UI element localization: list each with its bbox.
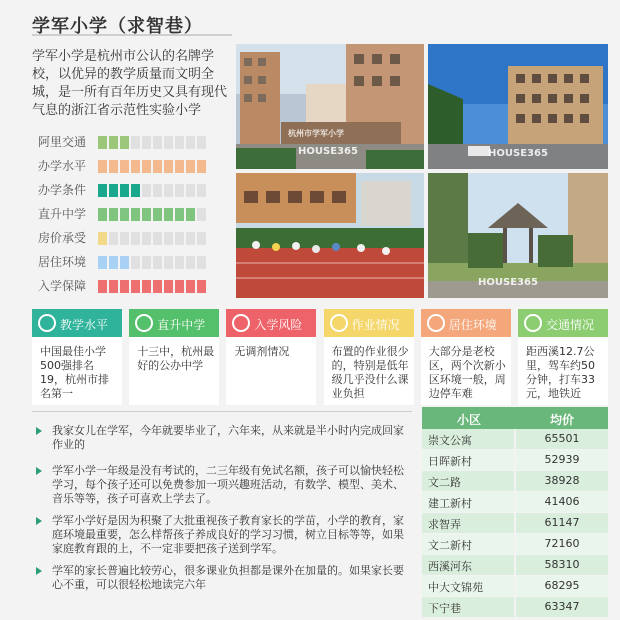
rating-box-filled	[98, 136, 107, 149]
avg-price: 61147	[516, 513, 608, 533]
watermark: HOUSE365	[488, 148, 548, 159]
rating-box-filled	[98, 208, 107, 221]
rating-box-filled	[98, 232, 107, 245]
feature-tile	[324, 309, 414, 405]
avg-price: 63347	[516, 597, 608, 617]
triangle-bullet-icon	[36, 567, 42, 575]
title-bar	[32, 6, 232, 36]
rating-box-filled	[164, 280, 173, 293]
rating-box-empty	[186, 232, 195, 245]
search-icon	[38, 314, 56, 332]
rating-row	[36, 180, 236, 200]
rating-row	[36, 252, 236, 272]
triangle-bullet-icon	[36, 467, 42, 475]
avg-price: 38928	[516, 471, 608, 491]
table-row	[422, 429, 608, 449]
feature-tile-text: 十三中，杭州最好的公办中学	[137, 345, 215, 372]
rating-row	[36, 276, 236, 296]
feature-tile-text: 无调剂情况	[234, 345, 290, 358]
table-row	[422, 471, 608, 491]
community-name: 下宁巷	[422, 597, 514, 617]
table-row	[422, 492, 608, 512]
rating-box-empty	[164, 256, 173, 269]
feature-tile	[129, 309, 219, 405]
rating-box-filled	[109, 208, 118, 221]
rating-box-empty	[197, 136, 206, 149]
feature-tile-text: 布置的作业很少的，特别是低年级几乎没什么课业负担	[331, 345, 409, 400]
divider	[32, 411, 412, 412]
table-row	[422, 555, 608, 575]
feature-tile-label: 入学风险	[254, 318, 303, 332]
feature-tile-text: 距西溪12.7公里，驾车约50分钟，打车33元，地铁近	[526, 345, 595, 400]
rating-box-filled	[98, 160, 107, 173]
triangle-bullet-icon	[36, 427, 42, 435]
rating-label: 办学水平	[38, 159, 87, 173]
feature-tile-label: 教学水平	[60, 318, 109, 332]
rating-row	[36, 132, 236, 152]
comment-text: 学军小学好是因为积聚了大批重视孩子教育家长的学苗，小学的教育，家庭环境最重要，怎么样帮孩子养成良好的学习习惯，树立目标等等，如果家庭教育跟的上，不一定非要把孩子送到学军。	[52, 514, 404, 555]
rating-box-filled	[120, 256, 129, 269]
rating-box-empty	[109, 232, 118, 245]
rating-box-empty	[142, 232, 151, 245]
rating-box-empty	[186, 184, 195, 197]
feature-tile-text: 中国最佳小学500强排名19，杭州市排名第一	[40, 345, 109, 400]
lightbulb-icon	[330, 314, 348, 332]
rating-label: 入学保障	[38, 279, 87, 293]
rating-box-empty	[186, 256, 195, 269]
rating-box-empty	[197, 208, 206, 221]
rating-box-empty	[164, 184, 173, 197]
feature-tile	[226, 309, 316, 405]
community-name: 中大文锦苑	[422, 576, 514, 596]
avg-price: 65501	[516, 429, 608, 449]
chat-icon	[135, 314, 153, 332]
table-row	[422, 513, 608, 533]
rating-box-filled	[153, 280, 162, 293]
rating-label: 房价承受	[38, 231, 87, 245]
rating-box-filled	[120, 184, 129, 197]
rating-box-filled	[109, 280, 118, 293]
feature-tile-header	[226, 309, 316, 337]
triangle-bullet-icon	[36, 517, 42, 525]
car-icon	[232, 314, 250, 332]
community-name: 日晖新村	[422, 450, 514, 470]
rating-box-filled	[131, 160, 140, 173]
photo-sports-track	[236, 173, 424, 298]
community-name: 建工新村	[422, 492, 514, 512]
rating-box-filled	[164, 208, 173, 221]
rating-box-filled	[109, 136, 118, 149]
rating-box-filled	[120, 160, 129, 173]
feature-tile-label: 作业情况	[351, 318, 400, 332]
photo-school-gate	[236, 44, 424, 169]
rating-box-filled	[142, 160, 151, 173]
rating-box-filled	[131, 184, 140, 197]
rating-box-empty	[175, 232, 184, 245]
photo-pavilion	[428, 173, 608, 298]
rating-box-empty	[131, 136, 140, 149]
rating-box-filled	[197, 160, 206, 173]
rating-box-filled	[98, 256, 107, 269]
community-name: 文二路	[422, 471, 514, 491]
rating-box-filled	[186, 160, 195, 173]
rating-box-filled	[164, 160, 173, 173]
rating-box-empty	[197, 256, 206, 269]
comment-text: 学军的家长普遍比较劳心，很多课业负担都是课外在加量的。如果家长要心不重，可以很轻松地读完六年	[52, 564, 404, 591]
feature-tile-label: 居住环境	[448, 318, 497, 332]
photo-gallery	[236, 44, 608, 298]
rating-box-empty	[142, 256, 151, 269]
rating-box-empty	[175, 136, 184, 149]
rating-box-filled	[98, 184, 107, 197]
feature-tile	[32, 309, 122, 405]
feature-tile-header	[421, 309, 511, 337]
avg-price: 72160	[516, 534, 608, 554]
rating-box-empty	[142, 136, 151, 149]
comment-text: 学军小学一年级是没有考试的，二三年级有免试名额，孩子可以愉快轻松学习，每个孩子还可以免费参加一项兴趣班活动，有数学、模型、美术、音乐等等，孩子可喜欢上学去了。	[52, 464, 404, 505]
feature-tile-header	[518, 309, 608, 337]
comment-text: 我家女儿在学军，今年就要毕业了，六年来，从来就是半小时内完成回家作业的	[52, 424, 404, 451]
rating-box-filled	[109, 160, 118, 173]
header-community: 小区	[456, 413, 481, 427]
table-row	[422, 597, 608, 617]
rating-box-empty	[131, 256, 140, 269]
rating-box-filled	[186, 280, 195, 293]
rating-row	[36, 204, 236, 224]
feature-tile-header	[324, 309, 414, 337]
rating-box-filled	[109, 184, 118, 197]
rating-box-filled	[175, 160, 184, 173]
feature-tile-header	[129, 309, 219, 337]
rating-box-empty	[164, 232, 173, 245]
rating-box-empty	[175, 256, 184, 269]
rating-label: 办学条件	[38, 183, 87, 197]
rating-box-empty	[175, 184, 184, 197]
rating-box-empty	[120, 232, 129, 245]
rating-box-filled	[186, 208, 195, 221]
table-row	[422, 534, 608, 554]
rating-box-filled	[98, 280, 107, 293]
rating-box-filled	[142, 208, 151, 221]
rating-row	[36, 156, 236, 176]
avg-price: 58310	[516, 555, 608, 575]
rating-box-empty	[153, 256, 162, 269]
rating-box-filled	[175, 280, 184, 293]
rating-label: 居住环境	[38, 255, 87, 269]
rating-box-empty	[197, 232, 206, 245]
rating-label: 直升中学	[38, 207, 87, 221]
school-sign: 杭州市学军小学	[288, 129, 344, 138]
community-name: 文二新村	[422, 534, 514, 554]
rating-box-filled	[109, 256, 118, 269]
feature-tiles	[32, 309, 608, 405]
rating-box-empty	[197, 184, 206, 197]
avg-price: 52939	[516, 450, 608, 470]
rating-box-filled	[131, 280, 140, 293]
rating-row	[36, 228, 236, 248]
house-icon	[427, 314, 445, 332]
car-icon	[524, 314, 542, 332]
feature-tile-text: 大部分是老校区，两个次新小区环境一般，周边停车难	[428, 345, 506, 400]
table-row	[422, 576, 608, 596]
feature-tile-label: 交通情况	[546, 318, 595, 332]
feature-tile	[518, 309, 608, 405]
photo-school-building	[428, 44, 608, 169]
rating-box-filled	[153, 208, 162, 221]
rating-box-empty	[164, 136, 173, 149]
avg-price: 68295	[516, 576, 608, 596]
rating-box-empty	[153, 136, 162, 149]
rating-box-filled	[175, 208, 184, 221]
school-intro: 学军小学是杭州市公认的名牌学校，以优异的教学质量而文明全城，是一所有百年历史又具有现代气息的浙江省示范性实验小学	[32, 49, 228, 118]
table-row	[422, 450, 608, 470]
community-name: 崇文公寓	[422, 429, 514, 449]
rating-box-filled	[131, 208, 140, 221]
watermark: HOUSE365	[478, 277, 538, 288]
watermark: HOUSE365	[298, 146, 358, 157]
rating-box-empty	[153, 184, 162, 197]
rating-box-filled	[120, 208, 129, 221]
community-name: 求智弄	[422, 513, 514, 533]
feature-tile-label: 直升中学	[157, 318, 206, 332]
sports-track-image	[236, 173, 424, 298]
rating-label: 阿里交通	[38, 135, 87, 149]
feature-tile	[421, 309, 511, 405]
rating-box-empty	[153, 232, 162, 245]
rating-box-filled	[120, 280, 129, 293]
avg-price: 41406	[516, 492, 608, 512]
price-table-header	[422, 407, 608, 429]
rating-box-empty	[142, 184, 151, 197]
feature-tile-header	[32, 309, 122, 337]
rating-box-empty	[131, 232, 140, 245]
header-avg-price: 均价	[549, 413, 574, 427]
rating-box-filled	[120, 136, 129, 149]
rating-box-filled	[142, 280, 151, 293]
rating-box-filled	[153, 160, 162, 173]
rating-box-empty	[186, 136, 195, 149]
community-name: 西溪河东	[422, 555, 514, 575]
rating-box-filled	[197, 280, 206, 293]
page-title: 学军小学（求智巷）	[32, 16, 203, 37]
